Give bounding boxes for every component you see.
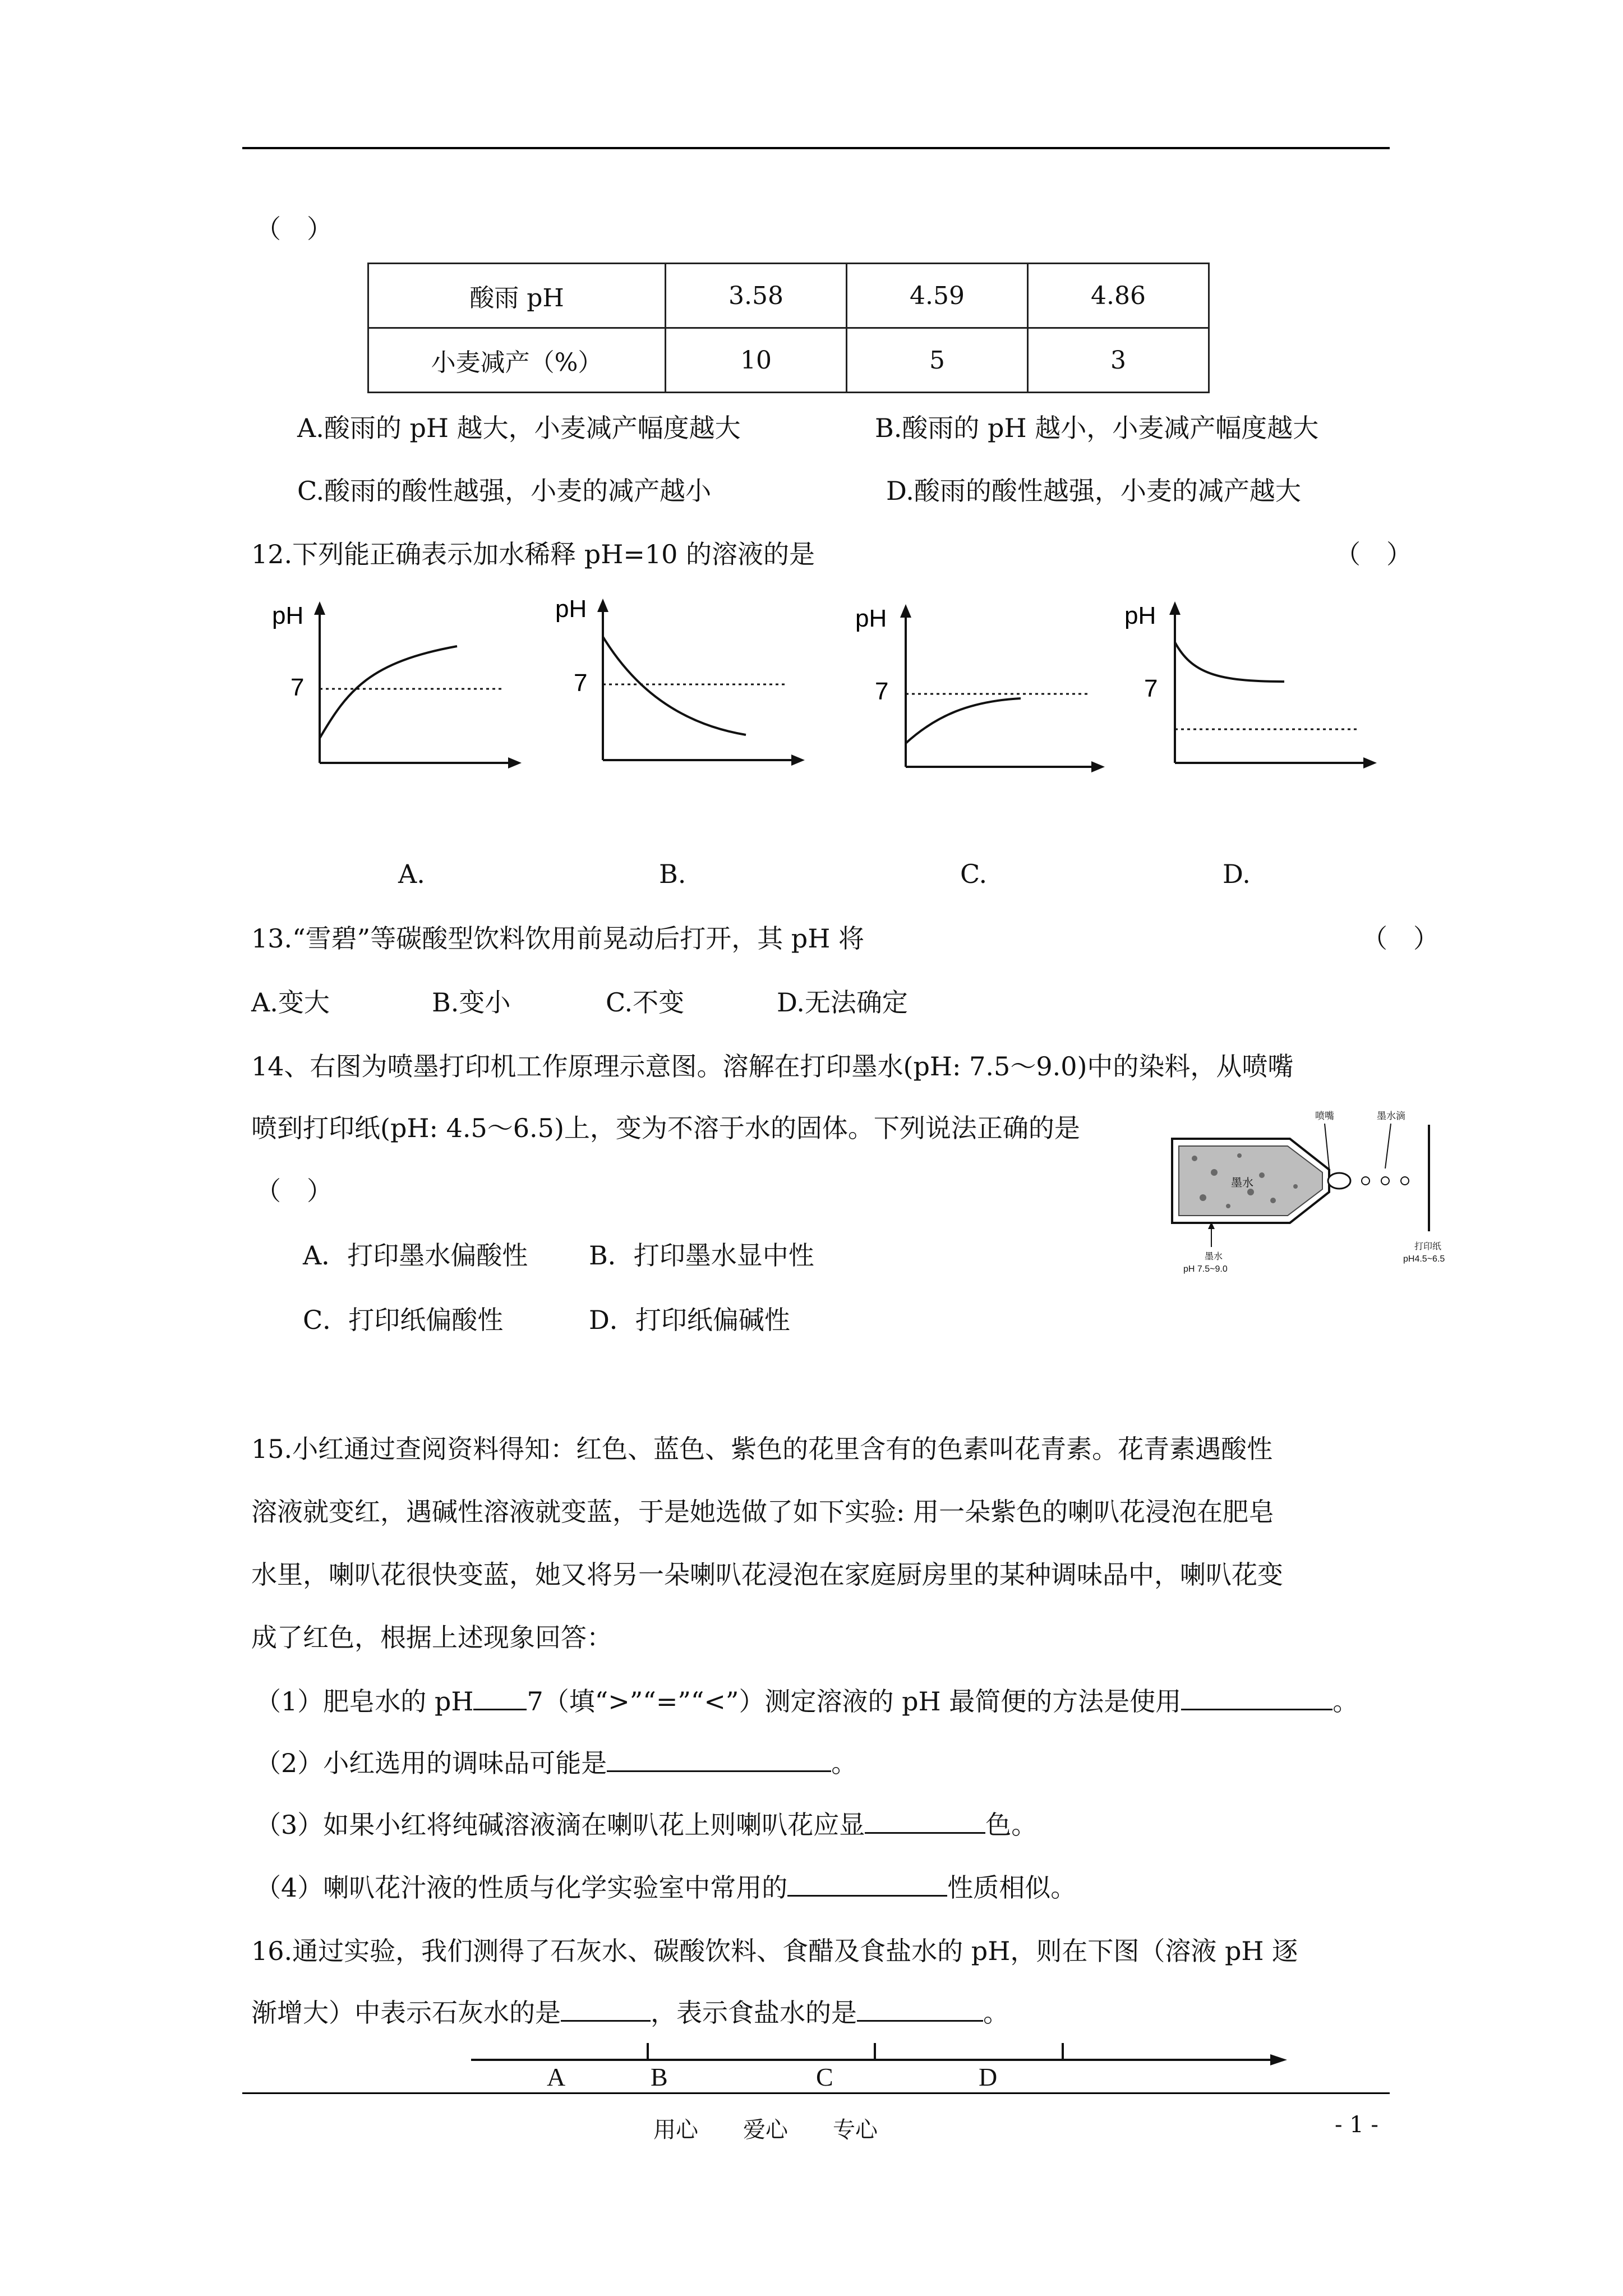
table-cell: 小麦减产（%） xyxy=(368,328,666,393)
q16-text-b: ，表示食盐水的是 xyxy=(651,1998,857,2028)
table-cell: 5 xyxy=(847,328,1028,393)
graph-b xyxy=(550,592,813,783)
q15-sub1-text-a: （1）肥皂水的 pH xyxy=(255,1686,474,1717)
answer-blank[interactable] xyxy=(473,1709,527,1710)
q16-p1: 16.通过实验，我们测得了石灰水、碳酸饮料、食醋及食盐水的 pH，则在下图（溶液 pH 逐 xyxy=(251,1936,1298,1966)
q13-option-c: C.不变 xyxy=(606,987,685,1018)
q15-sub1 xyxy=(255,1686,1359,1717)
graph-d xyxy=(1122,595,1385,785)
q15-sub3-text-b: 色。 xyxy=(985,1810,1038,1840)
footer-motto: 用心 爱心 专心 xyxy=(653,2117,878,2143)
q11-option-c: C.酸雨的酸性越强，小麦的减产越小 xyxy=(297,476,712,506)
point-label-b: B xyxy=(651,2063,668,2091)
table-row xyxy=(368,328,1209,393)
q11-paren: （ ） xyxy=(255,214,333,244)
nozzle-pointer xyxy=(1325,1124,1329,1168)
q15-p4: 成了红色，根据上述现象回答： xyxy=(251,1622,612,1653)
q15-sub2-text-a: （2）小红选用的调味品可能是 xyxy=(255,1748,607,1778)
graph-d-option: D. xyxy=(1223,859,1251,889)
ink-ph-label: pH 7.5~9.0 xyxy=(1183,1264,1228,1274)
q14-paren: （ ） xyxy=(255,1176,333,1206)
q13-paren: （ ） xyxy=(1362,923,1439,954)
q15-sub1-text-c: 。 xyxy=(1332,1686,1359,1717)
graph-c xyxy=(847,597,1110,788)
paper-label: 打印纸 xyxy=(1414,1242,1442,1251)
q15-sub3 xyxy=(255,1812,1037,1838)
q15-p3: 水里，喇叭花很快变蓝，她又将另一朵喇叭花浸泡在家庭厨房里的某种调味品中，喇叭花变 xyxy=(251,1559,1283,1590)
graph-d-ylabel: pH xyxy=(1124,602,1156,629)
answer-blank[interactable] xyxy=(787,1895,947,1897)
q13-option-a: A.变大 xyxy=(251,987,330,1018)
q16-text-c: 。 xyxy=(983,1998,1009,2028)
q15-sub4-text-a: （4）喇叭花汁液的性质与化学实验室中常用的 xyxy=(255,1872,788,1903)
q15-sub2-text-b: 。 xyxy=(831,1748,857,1778)
page-number: - 1 - xyxy=(1335,2112,1378,2138)
table-cell: 10 xyxy=(666,328,847,393)
answer-blank[interactable] xyxy=(865,1832,985,1834)
q11-option-d: D.酸雨的酸性越强，小麦的减产越大 xyxy=(886,476,1301,506)
graph-b-option: B. xyxy=(659,859,686,889)
acid-rain-table xyxy=(367,263,1210,393)
q13-stem: 13.“雪碧”等碳酸型饮料饮用前晃动后打开，其 pH 将 xyxy=(251,923,864,954)
q15-sub2 xyxy=(255,1750,857,1776)
q15-sub3-text-a: （3）如果小红将纯碱溶液滴在喇叭花上则喇叭花应显 xyxy=(255,1810,865,1840)
graph-a-option: A. xyxy=(398,859,425,889)
ph-number-line xyxy=(465,2019,1295,2104)
point-label-c: C xyxy=(816,2063,833,2091)
graph-a-mark: 7 xyxy=(291,674,305,701)
ink-label: 墨水 xyxy=(1205,1252,1223,1262)
table-row xyxy=(368,264,1209,328)
footer-rule xyxy=(242,2092,1390,2094)
table-cell: 4.86 xyxy=(1028,264,1209,328)
table-cell: 3.58 xyxy=(666,264,847,328)
q16-text-a: 渐增大）中表示石灰水的是 xyxy=(251,1998,561,2028)
paper-ph-label: pH4.5~6.5 xyxy=(1403,1254,1445,1264)
graph-b-mark: 7 xyxy=(574,669,588,697)
q14-line1: 14、右图为喷墨打印机工作原理示意图。溶解在打印墨水(pH: 7.5～9.0)中的染料，从喷嘴 xyxy=(251,1051,1294,1082)
answer-blank[interactable] xyxy=(607,1770,831,1772)
q15-p1: 15.小红通过查阅资料得知：红色、蓝色、紫色的花里含有的色素叫花青素。花青素遇酸性 xyxy=(251,1434,1273,1464)
graph-c-ylabel: pH xyxy=(855,605,887,632)
answer-blank[interactable] xyxy=(1181,1709,1332,1710)
q12-stem: 12.下列能正确表示加水稀释 pH=10 的溶液的是 xyxy=(251,539,815,569)
drop-label: 墨水滴 xyxy=(1377,1111,1405,1121)
graph-b-ylabel: pH xyxy=(555,595,587,623)
ink-body-label: 墨水 xyxy=(1231,1177,1253,1189)
ink-drop xyxy=(1381,1177,1389,1185)
graph-a xyxy=(264,595,527,785)
table-cell: 4.59 xyxy=(847,264,1028,328)
graph-c-option: C. xyxy=(960,859,988,889)
drop-pointer xyxy=(1385,1124,1391,1168)
q15-p2: 溶液就变红，遇碱性溶液就变蓝，于是她选做了如下实验: 用一朵紫色的喇叭花浸泡在肥皂 xyxy=(251,1497,1275,1527)
q15-sub4-text-b: 性质相似。 xyxy=(947,1872,1077,1903)
point-label-a: A xyxy=(547,2063,566,2091)
nozzle-tip xyxy=(1328,1173,1350,1189)
q13-option-d: D.无法确定 xyxy=(777,987,908,1018)
q14-option-b: B．打印墨水显中性 xyxy=(589,1240,814,1271)
q14-line2: 喷到打印纸(pH: 4.5～6.5)上，变为不溶于水的固体。下列说法正确的是 xyxy=(251,1113,1080,1143)
q13-option-b: B.变小 xyxy=(432,987,511,1018)
ink-drop xyxy=(1401,1177,1409,1185)
table-cell: 3 xyxy=(1028,328,1209,393)
q11-option-a: A.酸雨的 pH 越大，小麦减产幅度越大 xyxy=(297,413,741,443)
q12-paren: （ ） xyxy=(1335,539,1412,569)
q15-sub1-text-b: 7（填“>”“=”“<”）测定溶液的 pH 最简便的方法是使用 xyxy=(527,1686,1182,1717)
point-label-d: D xyxy=(979,2063,998,2091)
table-cell: 酸雨 pH xyxy=(368,264,666,328)
nozzle-label: 喷嘴 xyxy=(1315,1111,1334,1121)
q15-sub4 xyxy=(255,1872,1077,1903)
q11-option-b: B.酸雨的 pH 越小，小麦减产幅度越大 xyxy=(875,413,1319,443)
q14-option-c: C．打印纸偏酸性 xyxy=(303,1305,504,1335)
graph-c-mark: 7 xyxy=(875,678,889,705)
ink-drop xyxy=(1362,1177,1370,1185)
graph-a-ylabel: pH xyxy=(272,602,304,629)
header-rule xyxy=(242,147,1390,149)
graph-d-mark: 7 xyxy=(1144,675,1158,702)
q14-option-d: D．打印纸偏碱性 xyxy=(589,1305,790,1335)
printer-diagram xyxy=(1161,1102,1475,1287)
q14-option-a: A．打印墨水偏酸性 xyxy=(303,1240,528,1271)
